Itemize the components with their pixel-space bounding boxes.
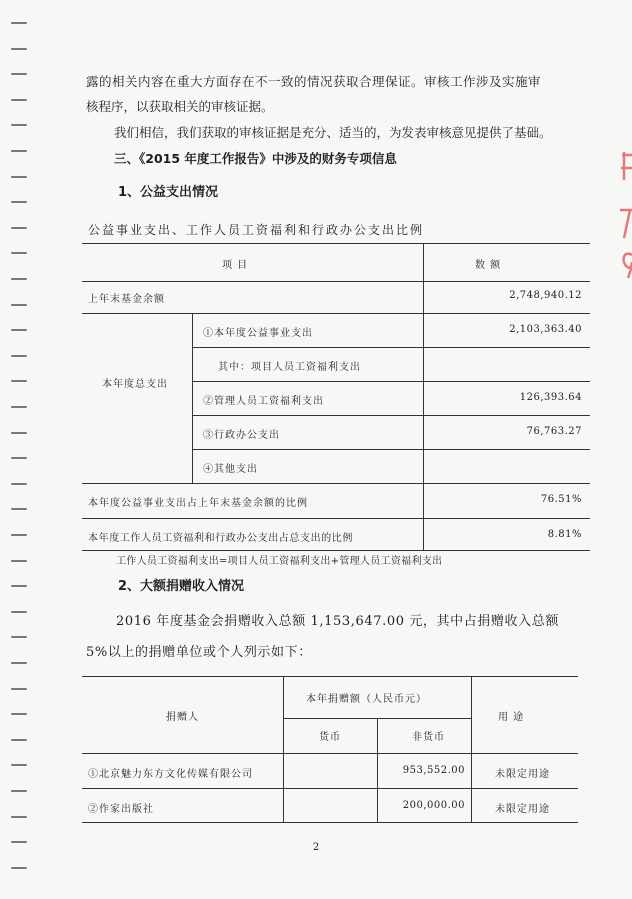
- table-cell-label: 本年度公益事业支出占上年末基金余额的比例: [88, 498, 308, 509]
- table-header-amount-group: 本年捐赠额（人民币元）: [306, 694, 427, 705]
- table-note: 工作人员工资福利支出=项目人员工资福利支出+管理人员工资福利支出: [116, 556, 443, 567]
- table-cell-label: 本年度工作人员工资福利和行政办公支出占总支出的比例: [88, 533, 353, 544]
- binding-hole: [11, 764, 27, 766]
- table-border: [423, 243, 424, 550]
- binding-hole: [11, 662, 27, 664]
- table-border: [82, 753, 578, 754]
- binding-hole: [11, 636, 27, 638]
- binding-hole: [11, 252, 27, 254]
- table-border: [377, 718, 378, 822]
- binding-hole: [11, 534, 27, 536]
- paragraph-line: 5%以上的捐赠单位或个人列示如下：: [86, 645, 312, 660]
- table-border: [82, 243, 590, 244]
- table-border: [192, 347, 590, 348]
- table-border: [82, 822, 578, 823]
- table-cell-label: ①本年度公益事业支出: [203, 328, 313, 339]
- table-cell-label: ③行政办公支出: [203, 430, 280, 441]
- table-cell-value: 76.51%: [540, 494, 582, 505]
- binding-hole: [11, 739, 27, 741]
- binding-hole: [11, 560, 27, 562]
- table-header-currency: 货币: [319, 732, 341, 743]
- table-cell-value: 8.81%: [547, 529, 582, 540]
- table-cell-donor: ②作家出版社: [88, 804, 154, 815]
- binding-margin: [0, 0, 34, 899]
- table-cell-value: 76,763.27: [526, 426, 582, 437]
- paragraph-line: 露的相关内容在重大方面存在不一致的情况获取合理保证。审核工作涉及实施审: [86, 74, 542, 89]
- binding-hole: [11, 227, 27, 229]
- table-cell-label: ④其他支出: [203, 464, 258, 475]
- subsection-heading: 1、公益支出情况: [118, 185, 219, 200]
- binding-hole: [11, 688, 27, 690]
- table-cell-value: 126,393.64: [519, 392, 582, 403]
- table-cell-label: 上年末基金余额: [88, 294, 165, 305]
- binding-hole: [11, 457, 27, 459]
- binding-hole: [11, 816, 27, 818]
- table-cell-value: 2,103,363.40: [509, 324, 582, 335]
- binding-hole: [11, 99, 27, 101]
- binding-hole: [11, 713, 27, 715]
- binding-hole: [11, 790, 27, 792]
- table-cell-noncurrency: 953,552.00: [402, 765, 465, 776]
- binding-hole: [11, 508, 27, 510]
- section-heading: 三、《2015 年度工作报告》中涉及的财务专项信息: [114, 151, 397, 166]
- binding-hole: [11, 611, 27, 613]
- page-number: 2: [312, 842, 320, 853]
- binding-hole: [11, 355, 27, 357]
- binding-hole: [11, 483, 27, 485]
- table-cell-purpose: 未限定用途: [495, 769, 550, 780]
- table-header-noncurrency: 非货币: [412, 732, 445, 743]
- table-header-donor: 捐赠人: [166, 712, 199, 723]
- binding-hole: [11, 73, 27, 75]
- table-cell-label: ②管理人员工资福利支出: [203, 396, 324, 407]
- table-border: [192, 449, 590, 450]
- binding-hole: [11, 432, 27, 434]
- binding-hole: [11, 124, 27, 126]
- binding-hole: [11, 585, 27, 587]
- binding-hole: [11, 150, 27, 152]
- table-cell-label: 其中：项目人员工资福利支出: [218, 362, 361, 373]
- binding-hole: [11, 22, 27, 24]
- table-border: [471, 676, 472, 822]
- table-border: [82, 483, 590, 484]
- paragraph-line: 2016 年度基金会捐赠收入总额 1,153,647.00 元，其中占捐赠收入总额: [116, 614, 559, 629]
- binding-hole: [11, 304, 27, 306]
- table-border: [192, 415, 590, 416]
- table-border: [82, 788, 578, 789]
- table-title: 公益事业支出、工作人员工资福利和行政办公支出比例: [88, 223, 425, 237]
- table-cell-donor: ①北京魅力东方文化传媒有限公司: [88, 769, 253, 780]
- red-stamp-fragment: [618, 150, 632, 280]
- binding-hole: [11, 176, 27, 178]
- binding-hole: [11, 867, 27, 869]
- table-group-label: 本年度总支出: [102, 379, 168, 390]
- table-border: [283, 676, 284, 822]
- binding-hole: [11, 201, 27, 203]
- table-cell-purpose: 未限定用途: [495, 804, 550, 815]
- subsection-heading: 2、大额捐赠收入情况: [118, 579, 245, 594]
- table-border: [82, 281, 590, 282]
- binding-hole: [11, 329, 27, 331]
- table-header-amount: 数 额: [475, 260, 502, 271]
- table-cell-noncurrency: 200,000.00: [402, 800, 465, 811]
- table-header-purpose: 用 途: [498, 712, 525, 723]
- binding-hole: [11, 48, 27, 50]
- table-border: [82, 676, 578, 677]
- table-border: [192, 313, 193, 483]
- table-header-item: 项 目: [222, 260, 249, 271]
- paragraph-line: 我们相信，我们获取的审核证据是充分、适当的，为发表审核意见提供了基础。: [114, 125, 552, 140]
- red-stamp-icon: [618, 150, 632, 280]
- binding-hole: [11, 406, 27, 408]
- binding-hole: [11, 278, 27, 280]
- table-border: [82, 550, 590, 551]
- table-border: [82, 518, 590, 519]
- paragraph-line: 核程序，以获取相关的审核证据。: [86, 99, 274, 114]
- table-cell-value: 2,748,940.12: [509, 290, 582, 301]
- table-border: [82, 313, 590, 314]
- binding-hole: [11, 380, 27, 382]
- table-border: [192, 381, 590, 382]
